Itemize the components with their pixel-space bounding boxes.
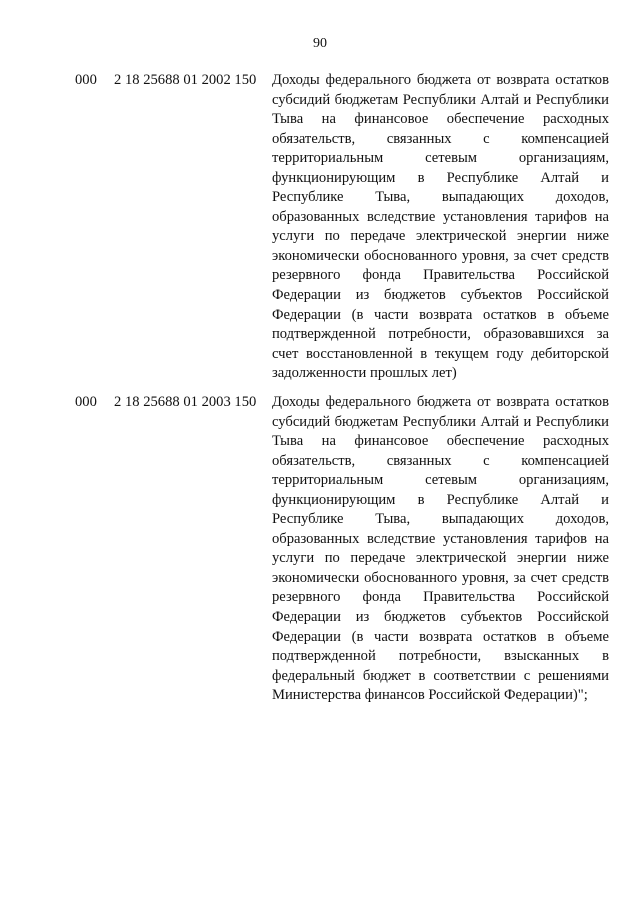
budget-classification-code: 2 18 25688 01 2002 150 <box>114 72 257 88</box>
budget-classification-code: 2 18 25688 01 2003 150 <box>114 394 257 410</box>
admin-code: 000 <box>75 72 97 88</box>
entry-description: Доходы федерального бюджета от возврата остатков субсидий бюджетам Республики Алтай и Республики Тыва на финансовое обеспечение расходных обязательств, связанных с компенсацией территориальным сетевым организациям, функционирующим в Республике Алтай и Республике Тыва, выпадающих доходов, образованных вследствие установления тарифов на услуги по передаче электрической энергии ниже экономически обоснованного уровня, за счет средств резервного фонда Правительства Российской Федерации из бюджетов субъектов Российской Федерации (в части возврата остатков в объеме подтвержденной потребности, образовавшихся за счет восстановленной в текущем году дебиторской задолженности прошлых лет) <box>272 72 609 382</box>
entry-description: Доходы федерального бюджета от возврата остатков субсидий бюджетам Республики Алтай и Республики Тыва на финансовое обеспечение расходных обязательств, связанных с компенсацией территориальным сетевым организациям, функционирующим в Республике Алтай и Республике Тыва, выпадающих доходов, образованных вследствие установления тарифов на услуги по передаче электрической энергии ниже экономически обоснованного уровня, за счет средств резервного фонда Правительства Российской Федерации из бюджетов субъектов Российской Федерации (в части возврата остатков в объеме подтвержденной потребности, взысканных в федеральный бюджет в соответствии с решениями Министерства финансов Российской Федерации)"; <box>272 394 609 704</box>
page-number: 90 <box>313 36 327 51</box>
admin-code: 000 <box>75 394 97 410</box>
